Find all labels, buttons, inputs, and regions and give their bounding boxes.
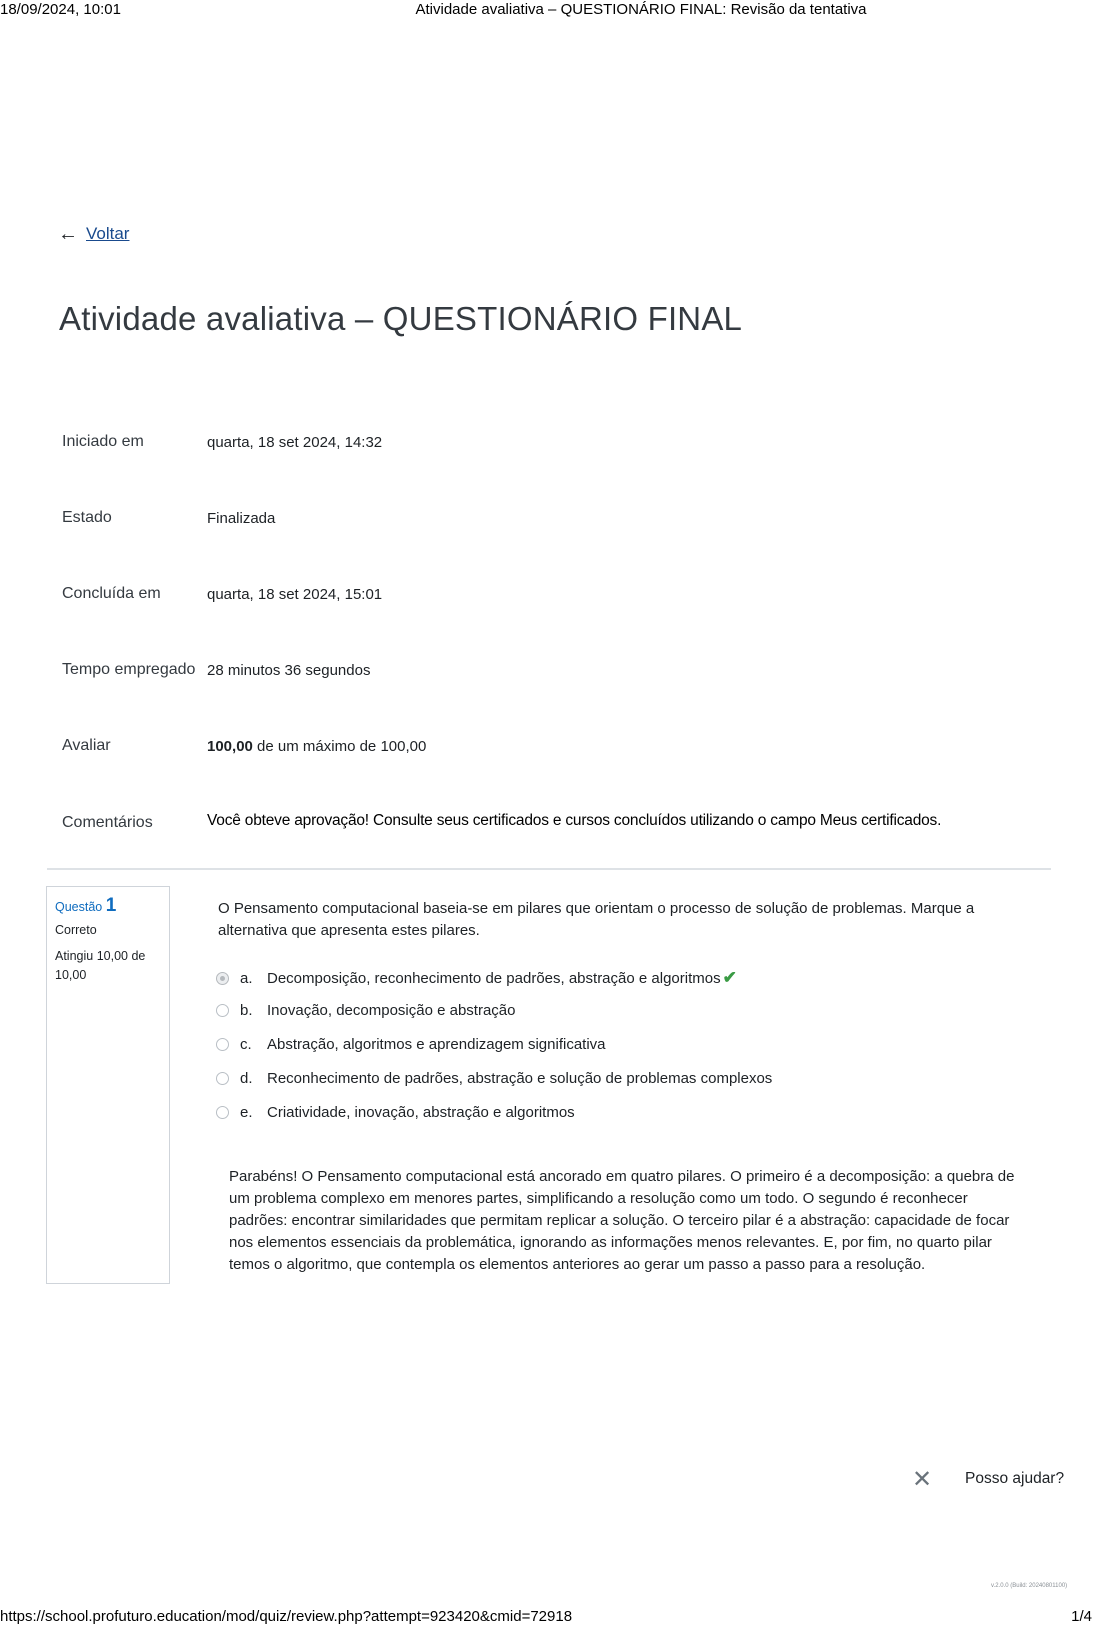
answer-option-a[interactable] xyxy=(216,968,737,988)
option-text: Decomposição, reconhecimento de padrões, abstração e algoritmos xyxy=(267,969,721,987)
answer-option-b[interactable] xyxy=(216,1002,516,1019)
summary-label-state: Estado xyxy=(62,509,112,526)
summary-label-started: Iniciado em xyxy=(62,433,144,450)
answer-option-e[interactable] xyxy=(216,1104,575,1121)
question-number xyxy=(55,895,161,917)
question-number-value: 1 xyxy=(105,895,117,916)
answer-option-c[interactable] xyxy=(216,1036,606,1053)
page-title: Atividade avaliativa – QUESTIONÁRIO FINAL xyxy=(59,300,743,337)
option-letter: c. xyxy=(240,1036,252,1053)
radio-option-b[interactable] xyxy=(216,1004,229,1017)
question-state: Correto xyxy=(55,923,97,937)
arrow-left-icon: ← xyxy=(58,223,78,245)
radio-option-c[interactable] xyxy=(216,1038,229,1051)
option-text: Abstração, algoritmos e aprendizagem significativa xyxy=(267,1036,606,1053)
option-letter: e. xyxy=(240,1104,253,1121)
summary-label-completed: Concluída em xyxy=(62,585,161,602)
summary-value-started: quarta, 18 set 2024, 14:32 xyxy=(207,434,383,451)
print-footer-url: https://school.profuturo.education/mod/quiz/review.php?attempt=923420&cmid=72918 xyxy=(0,1608,573,1625)
overall-feedback: Você obteve aprovação! Consulte seus certificados e cursos concluídos utilizando o campo Meus certificados. xyxy=(207,812,942,829)
print-header-title: Atividade avaliativa – QUESTIONÁRIO FINAL: Revisão da tentativa xyxy=(415,1,867,18)
question-text: O Pensamento computacional baseia-se em pilares que orientam o processo de solução de problemas. Marque a alternativa que apresenta estes pilares. xyxy=(218,900,975,939)
grade-max: de um máximo de 100,00 xyxy=(252,738,427,755)
grade-score: 100,00 xyxy=(207,738,253,755)
divider xyxy=(47,868,1051,870)
option-letter: a. xyxy=(240,969,253,987)
option-letter: b. xyxy=(240,1002,253,1019)
question-grade: Atingiu 10,00 de 10,00 xyxy=(55,949,146,982)
summary-label-feedback: Comentários xyxy=(62,814,153,831)
print-header-datetime: 18/09/2024, 10:01 xyxy=(0,1,121,18)
back-link[interactable] xyxy=(58,224,129,244)
summary-value-grade xyxy=(207,738,426,755)
summary-value-state: Finalizada xyxy=(207,510,276,527)
answer-option-d[interactable] xyxy=(216,1070,772,1087)
general-feedback: Parabéns! O Pensamento computacional está ancorado em quatro pilares. O primeiro é a decomposição: a quebra de um problema complexo em menores partes, simplificando a resolução como um todo. O segundo é reconhecer padrões: encontrar similaridades que permitam replicar a solução. O terceiro pilar é a abstração: capacidade de focar nos elementos essenciais da problemática, ignorando as informações menos relevantes. E, por fim, no quarto pilar temos o algoritmo, que contempla os elementos anteriores ao gerar um passo a passo para a resolução. xyxy=(229,1168,1015,1273)
radio-option-a[interactable] xyxy=(216,972,229,985)
question-label: Questão xyxy=(55,900,103,914)
radio-option-d[interactable] xyxy=(216,1072,229,1085)
close-icon[interactable]: ✕ xyxy=(912,1466,933,1493)
option-letter: d. xyxy=(240,1070,253,1087)
radio-option-e[interactable] xyxy=(216,1106,229,1119)
summary-label-grade: Avaliar xyxy=(62,737,111,754)
version-text: v.2.0.0 (Build: 20240801100) xyxy=(991,1583,1068,1589)
help-widget-label[interactable]: Posso ajudar? xyxy=(965,1470,1065,1487)
print-footer-page: 1/4 xyxy=(1071,1608,1092,1625)
summary-value-completed: quarta, 18 set 2024, 15:01 xyxy=(207,586,383,603)
option-text: Inovação, decomposição e abstração xyxy=(267,1002,516,1019)
option-text: Criatividade, inovação, abstração e algoritmos xyxy=(267,1104,575,1121)
question-info xyxy=(46,886,170,1284)
option-text: Reconhecimento de padrões, abstração e solução de problemas complexos xyxy=(267,1070,773,1087)
summary-label-time-taken: Tempo empregado xyxy=(62,661,196,678)
back-link-label[interactable]: Voltar xyxy=(86,224,130,243)
check-icon: ✔ xyxy=(722,968,737,987)
summary-value-time-taken: 28 minutos 36 segundos xyxy=(207,662,371,679)
